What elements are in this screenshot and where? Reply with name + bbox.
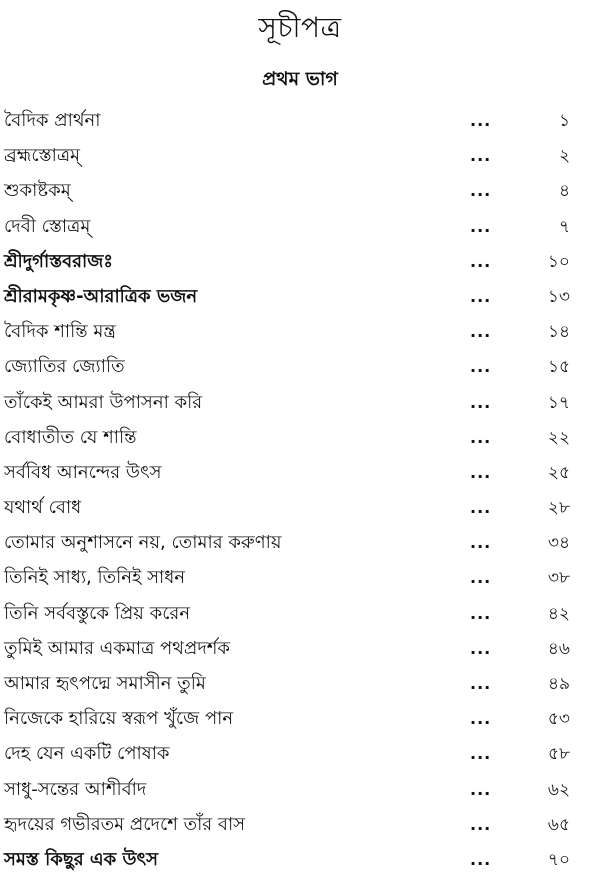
toc-entry-title: দেহ যেন একটি পোষাক bbox=[4, 743, 170, 765]
toc-entry-leader: ... bbox=[470, 709, 492, 729]
toc-entry-leader: ... bbox=[470, 638, 492, 658]
toc-entry bbox=[0, 279, 600, 314]
toc-entry-title: বোধাতীত যে শান্তি bbox=[4, 426, 137, 448]
toc-entry bbox=[0, 209, 600, 244]
toc-entry-page: ৬২ bbox=[547, 779, 570, 800]
toc-entry-title: দেবী স্তোত্রম্ bbox=[4, 215, 91, 237]
toc-entry-leader: ... bbox=[470, 286, 492, 306]
toc-entry-leader: ... bbox=[470, 779, 492, 799]
toc-entry-page: ২২ bbox=[547, 427, 570, 448]
toc-entry bbox=[0, 560, 600, 595]
toc-entry-title: সাধু-সন্তের আশীর্বাদ bbox=[4, 778, 147, 800]
toc-entry-page: ৫৩ bbox=[547, 709, 570, 730]
toc-entry-title: তিনি সর্ববস্তুকে প্রিয় করেন bbox=[4, 602, 191, 624]
toc-entry-title: আমার হৃৎপদ্মে সমাসীন তুমি bbox=[4, 673, 206, 694]
toc-entry-page: ৪২ bbox=[547, 603, 570, 624]
toc-entry-page: ৬৫ bbox=[547, 814, 570, 835]
toc-entry-title: জ্যোতির জ্যোতি bbox=[4, 356, 125, 378]
toc-entry-leader: ... bbox=[470, 462, 492, 482]
toc-entry bbox=[0, 173, 600, 208]
toc-entry bbox=[0, 807, 600, 842]
toc-entry-title: শুকাষ্টকম্ bbox=[4, 180, 71, 202]
toc-entry-page: ১০ bbox=[547, 251, 570, 272]
toc-entry-page: ৭০ bbox=[547, 849, 570, 870]
toc-entry-title: সর্ববিধ আনন্দের উৎস bbox=[4, 461, 162, 483]
toc-entry bbox=[0, 314, 600, 349]
toc-entry-page: ৫৮ bbox=[547, 744, 570, 765]
table-of-contents bbox=[0, 103, 600, 877]
toc-entry-leader: ... bbox=[470, 146, 492, 166]
toc-entry-page: ১৫ bbox=[547, 357, 570, 378]
toc-entry-title: শ্রীদুর্গাস্তবরাজঃ bbox=[4, 250, 113, 272]
toc-entry-leader: ... bbox=[470, 603, 492, 623]
toc-entry-page: ৭ bbox=[558, 216, 570, 237]
toc-entry-title: ব্রহ্মস্তোত্রম্ bbox=[4, 145, 81, 167]
toc-entry-title: শ্রীরামকৃষ্ণ-আরাত্রিক ভজন bbox=[4, 285, 198, 307]
toc-entry-title: বৈদিক প্রার্থনা bbox=[4, 110, 101, 131]
toc-entry-leader: ... bbox=[470, 357, 492, 377]
toc-entry-page: ১ bbox=[558, 111, 570, 131]
toc-entry-leader: ... bbox=[470, 849, 492, 869]
toc-entry-leader: ... bbox=[470, 427, 492, 447]
toc-entry-leader: ... bbox=[470, 744, 492, 764]
toc-entry-title: তুমিই আমার একমাত্র পথপ্রদর্শক bbox=[4, 637, 231, 659]
toc-entry-title: যথার্থ বোধ bbox=[4, 497, 82, 519]
toc-entry-page: ২৫ bbox=[547, 462, 570, 483]
toc-entry-page: ২৮ bbox=[547, 498, 570, 519]
toc-entry bbox=[0, 596, 600, 631]
toc-entry bbox=[0, 455, 600, 490]
toc-entry-leader: ... bbox=[470, 498, 492, 518]
toc-entry bbox=[0, 736, 600, 771]
toc-entry bbox=[0, 666, 600, 701]
toc-entry bbox=[0, 525, 600, 560]
toc-entry bbox=[0, 385, 600, 420]
toc-entry-title: বৈদিক শান্তি মন্ত্র bbox=[4, 321, 116, 343]
toc-entry bbox=[0, 244, 600, 279]
toc-entry-page: ২ bbox=[558, 146, 570, 167]
section-heading: প্রথম ভাগ bbox=[262, 68, 338, 90]
toc-entry-leader: ... bbox=[470, 674, 492, 693]
toc-entry-title: হৃদয়ের গভীরতম প্রদেশে তাঁর বাস bbox=[4, 813, 246, 835]
toc-entry-title: নিজেকে হারিয়ে স্বরূপ খুঁজে পান bbox=[4, 708, 234, 730]
toc-entry bbox=[0, 772, 600, 807]
toc-entry-leader: ... bbox=[470, 814, 492, 834]
toc-entry bbox=[0, 701, 600, 736]
toc-entry-page: ৩৪ bbox=[547, 533, 570, 554]
toc-entry-leader: ... bbox=[470, 568, 492, 588]
toc-entry bbox=[0, 420, 600, 455]
toc-entry-page: ৪ bbox=[558, 181, 570, 202]
toc-entry bbox=[0, 490, 600, 525]
toc-entry bbox=[0, 103, 600, 138]
toc-entry-page: ৩৮ bbox=[547, 568, 570, 589]
toc-entry-title: সমস্ত কিছুর এক উৎস bbox=[4, 848, 158, 870]
toc-entry-leader: ... bbox=[470, 322, 492, 342]
toc-entry bbox=[0, 138, 600, 173]
toc-entry-leader: ... bbox=[470, 533, 492, 553]
toc-entry-title: তাঁকেই আমরা উপাসনা করি bbox=[4, 391, 203, 413]
toc-entry-page: ৪৯ bbox=[547, 674, 570, 694]
toc-entry-leader: ... bbox=[470, 392, 492, 412]
toc-entry-leader: ... bbox=[470, 111, 492, 130]
toc-entry bbox=[0, 842, 600, 877]
toc-entry-leader: ... bbox=[470, 216, 492, 236]
toc-entry-leader: ... bbox=[470, 251, 492, 271]
toc-entry-title: তোমার অনুশাসনে নয়, তোমার করুণায় bbox=[4, 532, 282, 554]
toc-entry-page: ১৪ bbox=[547, 322, 570, 343]
toc-entry-leader: ... bbox=[470, 181, 492, 201]
toc-entry-page: ১৩ bbox=[547, 286, 570, 307]
toc-entry-page: ১৭ bbox=[547, 392, 570, 413]
toc-entry-page: ৪৬ bbox=[547, 638, 570, 659]
toc-entry-title: তিনিই সাধ্য, তিনিই সাধন bbox=[4, 567, 186, 589]
toc-entry bbox=[0, 631, 600, 666]
toc-entry bbox=[0, 349, 600, 384]
page-title: সূচীপত্র bbox=[258, 11, 342, 44]
